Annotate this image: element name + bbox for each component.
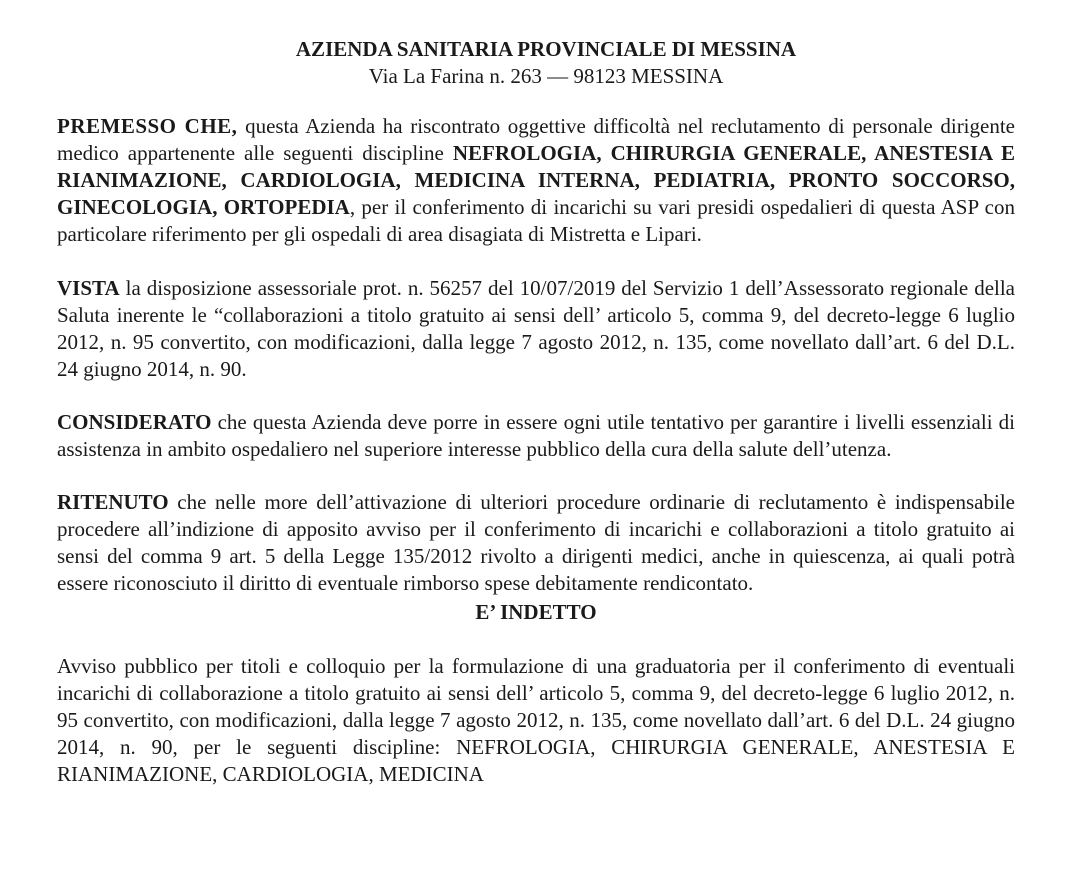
paragraph-text: questa Azienda ha riscontrato oggettive difficoltà nel reclutamento di personale dirigente medico appartenente alle seguenti discipline [57,114,1015,165]
paragraph-text: , per il conferimento di incarichi su vari presidi ospedalieri di questa ASP con particolare riferimento per gli ospedali di area disagiata di Mistretta e Lipari. [57,195,1015,246]
organization-name: AZIENDA SANITARIA PROVINCIALE DI MESSINA [295,37,797,61]
document-header [57,36,1015,90]
paragraph-text: che nelle more dell’attivazione di ulteriori procedure ordinarie di reclutamento è indispensabile procedere all’indizione di apposito avviso per il conferimento di incarichi e collaborazioni a titolo gratuito ai sensi del comma 9 art. 5 della Legge 135/2012 rivolto a dirigenti medici, anche in quiescenza, ai quali potrà essere riconosciuto il diritto di eventuale rimborso spese debitamente rendicontato. [57,490,1015,595]
paragraph-ritenuto [57,489,1015,597]
paragraph-vista [57,275,1015,383]
paragraph-premesso [57,113,1015,248]
section-heading-indetto: E’ INDETTO [475,600,597,624]
paragraph-text: che questa Azienda deve porre in essere ogni utile tentativo per garantire i livelli essenziali di assistenza in ambito ospedaliero nel superiore interesse pubblico della cura della salute dell’utenza. [57,410,1015,461]
paragraph-lead-vista: VISTA [57,276,120,300]
disciplines-list: NEFROLOGIA, CHIRURGIA GENERALE, ANESTESIA E RIANIMAZIONE, CARDIOLOGIA, MEDICINA INTERNA, PEDIATRIA, PRONTO SOCCORSO, GINECOLOGIA, ORTOPEDIA [57,141,1015,219]
paragraph-lead-ritenuto: RITENUTO [57,490,169,514]
paragraph-considerato [57,409,1015,463]
paragraph-avviso [57,653,1015,788]
organization-address: Via La Farina n. 263 — 98123 MESSINA [368,64,724,88]
paragraph-text: Avviso pubblico per titoli e colloquio per la formulazione di una graduatoria per il conferimento di eventuali incarichi di collaborazione a titolo gratuito ai sensi dell’ articolo 5, comma 9, del decreto-legge 6 luglio 2012, n. 95 convertito, con modificazioni, dalla legge 7 agosto 2012, n. 135, come novellato dall’art. 6 del D.L. 24 giugno 2014, n. 90, per le seguenti discipline: NEFROLOGIA, CHIRURGIA GENERALE, ANESTESIA E RIANIMAZIONE, CARDIOLOGIA, MEDICINA [57,654,1015,786]
paragraph-lead-premesso: PREMESSO CHE, [57,114,238,138]
paragraph-text: la disposizione assessoriale prot. n. 56257 del 10/07/2019 del Servizio 1 dell’Assessorato regionale della Saluta inerente le “collaborazioni a titolo gratuito ai sensi dell’ articolo 5, comma 9, del decreto-legge 6 luglio 2012, n. 95 convertito, con modificazioni, dalla legge 7 agosto 2012, n. 135, come novellato dall’art. 6 del D.L. 24 giugno 2014, n. 90. [57,276,1015,381]
document-page [57,36,1015,788]
paragraph-lead-considerato: CONSIDERATO [57,410,212,434]
